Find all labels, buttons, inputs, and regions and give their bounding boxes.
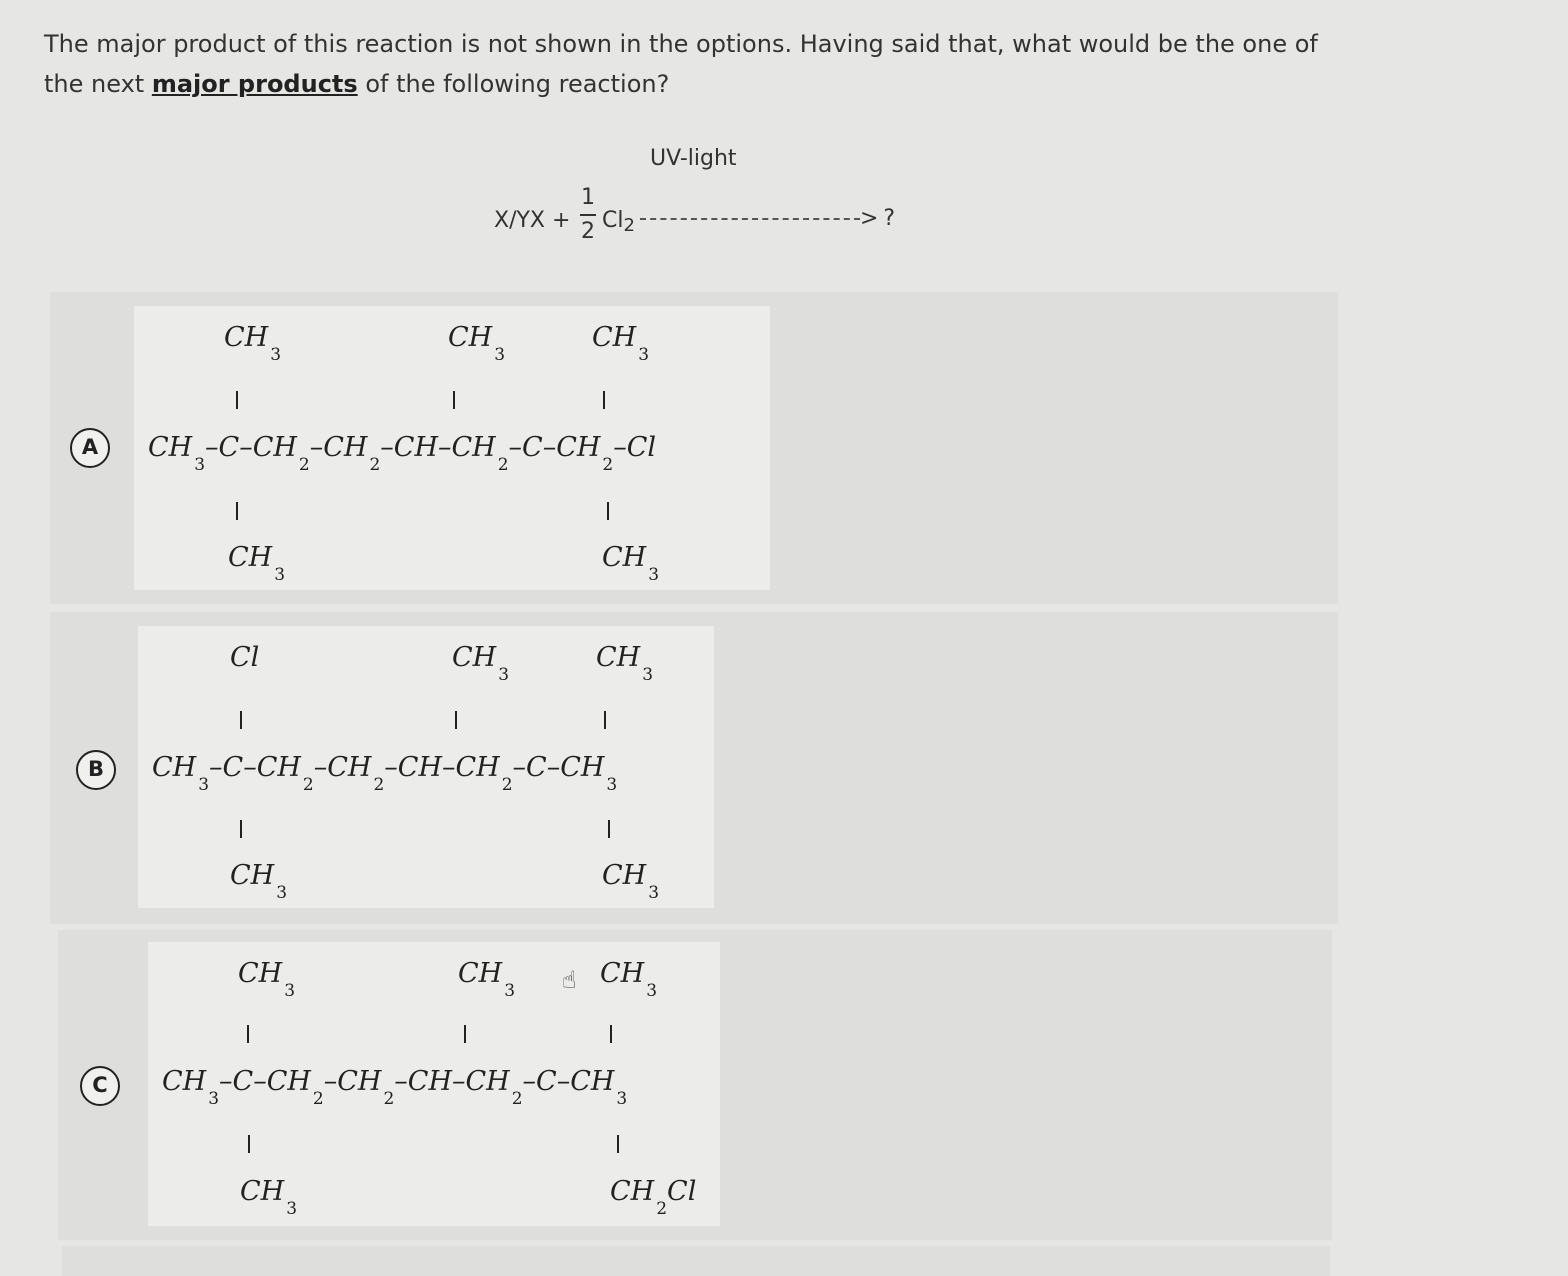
bond-line: [248, 1135, 250, 1153]
option-b-main-chain: $CH_3-C-CH_2-CH_2-CH-CH_2-C-CH_3$: [152, 752, 618, 795]
reaction-condition: UV-light: [650, 146, 737, 171]
bond-line: [247, 1025, 249, 1043]
option-a-top-group-3: $CH_3$: [592, 322, 650, 365]
option-a-top-group-1: $CH_3$: [224, 322, 282, 365]
option-c-radio[interactable]: C: [80, 1066, 120, 1106]
option-a-bottom-group-2: $CH_3$: [602, 542, 660, 585]
bond-line: [610, 1025, 612, 1043]
option-a-bottom-group-1: $CH_3$: [228, 542, 286, 585]
bond-line: [608, 820, 610, 838]
fraction-numerator: 1: [581, 185, 595, 210]
fraction: [576, 184, 600, 246]
option-c-top-group-3: $CH_3$: [600, 958, 658, 1001]
option-b-bottom-group-1: $CH_3$: [230, 860, 288, 903]
bond-line: [236, 391, 238, 409]
bond-line: [455, 711, 457, 729]
option-c-top-group-2: $CH_3$: [458, 958, 516, 1001]
bond-line: [617, 1135, 619, 1153]
option-a-top-group-2: $CH_3$: [448, 322, 506, 365]
bond-line: [604, 711, 606, 729]
reaction-arrow: [640, 206, 894, 231]
fraction-bar: [580, 214, 596, 216]
arrow-head-product: > ?: [860, 206, 895, 231]
reagent-symbol: Cl: [602, 208, 624, 233]
bond-line: [464, 1025, 466, 1043]
fraction-denominator: 2: [581, 219, 595, 244]
reagent-subscript: 2: [623, 215, 635, 236]
bond-line: [603, 391, 605, 409]
reaction-equation: [0, 0, 1568, 290]
hand-cursor-icon: ☝: [562, 966, 577, 994]
option-b-bottom-group-2: $CH_3$: [602, 860, 660, 903]
option-b-top-group-1: Cl: [230, 642, 260, 673]
reagent: [602, 208, 635, 236]
bond-line: [240, 820, 242, 838]
bond-line: [453, 391, 455, 409]
option-b-top-group-2: $CH_3$: [452, 642, 510, 685]
option-c-main-chain: $CH_3-C-CH_2-CH_2-CH-CH_2-C-CH_3$: [162, 1066, 628, 1109]
option-a-radio[interactable]: A: [70, 428, 110, 468]
bond-line: [240, 711, 242, 729]
arrow-dash-line: [640, 218, 860, 220]
question-emphasis: major products: [151, 70, 358, 98]
bond-line: [607, 502, 609, 520]
question-intro: The major product of this reaction is not shown in the options. Having said that, what would be the one of the next: [44, 30, 1318, 98]
option-b-radio[interactable]: B: [76, 750, 116, 790]
option-b-top-group-3: $CH_3$: [596, 642, 654, 685]
reactant: X/YX +: [494, 208, 571, 233]
bond-line: [236, 502, 238, 520]
question-end: of the following reaction?: [357, 70, 670, 98]
option-c-bottom-group-1: $CH_3$: [240, 1176, 298, 1219]
option-a-main-chain: $CH_3-C-CH_2-CH_2-CH-CH_2-C-CH_2-Cl$: [148, 432, 657, 475]
option-c-bottom-group-2: $CH_2Cl$: [610, 1176, 697, 1219]
option-c-top-group-1: $CH_3$: [238, 958, 296, 1001]
option-d-band-partial[interactable]: [62, 1246, 1330, 1276]
